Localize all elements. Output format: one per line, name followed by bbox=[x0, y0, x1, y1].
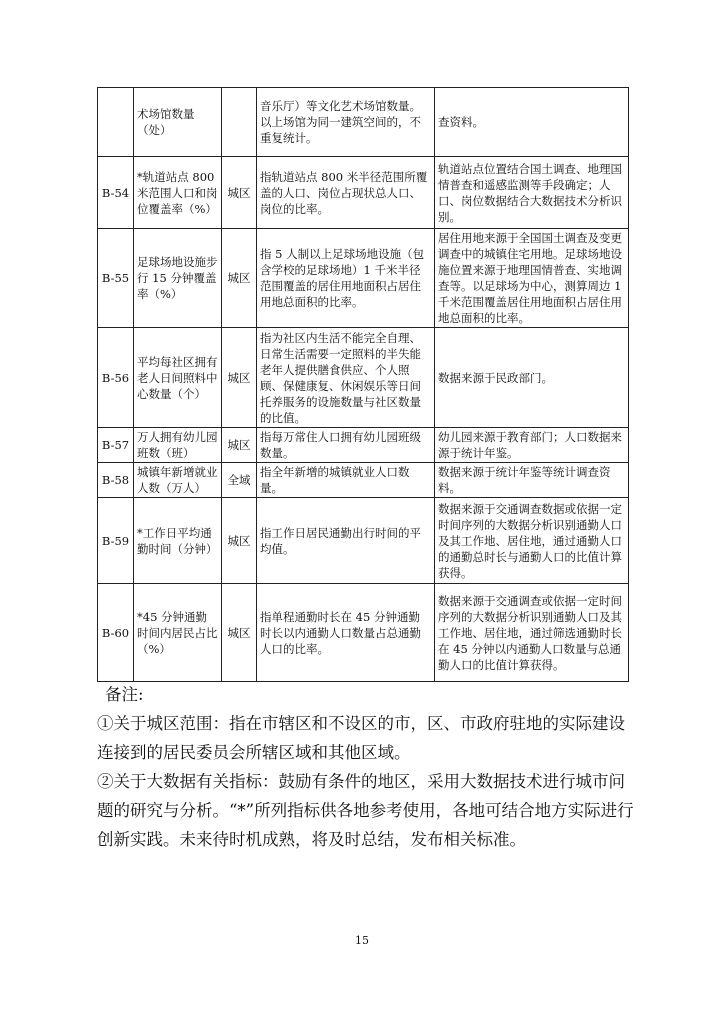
indicator-code: B-60 bbox=[98, 584, 134, 682]
indicator-scope bbox=[222, 88, 257, 157]
indicator-source: 居住用地来源于全国国土调查及变更调查中的城镇住宅用地。足球场地设施位置来源于地理国情普查、实地调查等。以足球场为中心，测算周边 1 千米范围覆盖居住用地面积占居住用地总面积的比率。 bbox=[435, 229, 629, 328]
table-row bbox=[98, 88, 629, 157]
table-row bbox=[98, 584, 629, 682]
note-big-data-indicators: ②关于大数据有关指标：鼓励有条件的地区，采用大数据技术进行城市问题的研究与分析。“*”所列指标供各地参考使用，各地可结合地方实际进行创新实践。未来待时机成熟，将及时总结，发布相关标准。 bbox=[97, 772, 634, 849]
table-row bbox=[98, 229, 629, 328]
indicator-definition: 指轨道站点 800 米半径范围所覆盖的人口、岗位占现状总人口、岗位的比率。 bbox=[257, 157, 435, 229]
indicator-scope: 城区 bbox=[222, 157, 257, 229]
indicator-definition: 指 5 人制以上足球场地设施（包含学校的足球场地）1 千米半径范围覆盖的居住用地面积占居住用地总面积的比率。 bbox=[257, 229, 435, 328]
indicator-code: B-56 bbox=[98, 328, 134, 428]
indicator-scope: 全域 bbox=[222, 463, 257, 498]
table-row bbox=[98, 328, 629, 428]
indicator-code bbox=[98, 88, 134, 157]
table-row bbox=[98, 157, 629, 229]
note-urban-area-scope: ①关于城区范围：指在市辖区和不设区的市，区、市政府驻地的实际建设连接到的居民委员会所辖区域和其他区域。 bbox=[97, 714, 625, 762]
indicator-code: B-59 bbox=[98, 498, 134, 584]
indicator-name: *工作日平均通勤时间（分钟） bbox=[134, 498, 222, 584]
indicator-definition: 指为社区内生活不能完全自理、日常生活需要一定照料的半失能老年人提供膳食供应、个人照顾、保健康复、休闲娱乐等日间托养服务的设施数量与社区数量的比值。 bbox=[257, 328, 435, 428]
indicator-scope: 城区 bbox=[222, 498, 257, 584]
indicator-source: 轨道站点位置结合国土调查、地理国情普查和遥感监测等手段确定；人口、岗位数据结合大数据技术分析识别。 bbox=[435, 157, 629, 229]
indicator-scope: 城区 bbox=[222, 328, 257, 428]
indicator-scope: 城区 bbox=[222, 229, 257, 328]
table-row bbox=[98, 498, 629, 584]
indicator-name: *轨道站点 800 米范围人口和岗位覆盖率（%） bbox=[134, 157, 222, 229]
indicator-table bbox=[97, 87, 629, 682]
indicator-definition: 音乐厅）等文化艺术场馆数量。以上场馆为同一建筑空间的，不重复统计。 bbox=[257, 88, 435, 157]
indicator-definition: 指工作日居民通勤出行时间的平均值。 bbox=[257, 498, 435, 584]
indicator-source: 数据来源于民政部门。 bbox=[435, 328, 629, 428]
indicator-definition: 指全年新增的城镇就业人口数量。 bbox=[257, 463, 435, 498]
notes-title: 备注: bbox=[105, 685, 144, 704]
indicator-name: *45 分钟通勤时间内居民占比（%） bbox=[134, 584, 222, 682]
table-row bbox=[98, 463, 629, 498]
indicator-definition: 指每万常住人口拥有幼儿园班级数量。 bbox=[257, 428, 435, 463]
indicator-name: 万人拥有幼儿园班数（班） bbox=[134, 428, 222, 463]
page-number: 15 bbox=[355, 934, 369, 947]
notes-section bbox=[97, 680, 637, 854]
indicator-code: B-55 bbox=[98, 229, 134, 328]
indicator-code: B-58 bbox=[98, 463, 134, 498]
indicator-code: B-54 bbox=[98, 157, 134, 229]
indicator-scope: 城区 bbox=[222, 584, 257, 682]
table-row bbox=[98, 428, 629, 463]
indicator-source: 幼儿园来源于教育部门；人口数据来源于统计年鉴。 bbox=[435, 428, 629, 463]
indicator-definition: 指单程通勤时长在 45 分钟通勤时长以内通勤人口数量占总通勤人口的比率。 bbox=[257, 584, 435, 682]
indicator-source: 数据来源于统计年鉴等统计调查资料。 bbox=[435, 463, 629, 498]
indicator-source: 数据来源于交通调查数据或依据一定时间序列的大数据分析识别通勤人口及其工作地、居住地，通过通勤人口的通勤总时长与通勤人口的比值计算获得。 bbox=[435, 498, 629, 584]
indicator-scope: 城区 bbox=[222, 428, 257, 463]
indicator-source: 查资料。 bbox=[435, 88, 629, 157]
indicator-name: 平均每社区拥有老人日间照料中心数量（个） bbox=[134, 328, 222, 428]
indicator-source: 数据来源于交通调查或依据一定时间序列的大数据分析识别通勤人口及其工作地、居住地，通过筛选通勤时长在 45 分钟以内通勤人口数量与总通勤人口的比值计算获得。 bbox=[435, 584, 629, 682]
indicator-name: 足球场地设施步行 15 分钟覆盖率（%） bbox=[134, 229, 222, 328]
indicator-code: B-57 bbox=[98, 428, 134, 463]
indicator-name: 术场馆数量 （处） bbox=[134, 88, 222, 157]
indicator-name: 城镇年新增就业人数（万人） bbox=[134, 463, 222, 498]
